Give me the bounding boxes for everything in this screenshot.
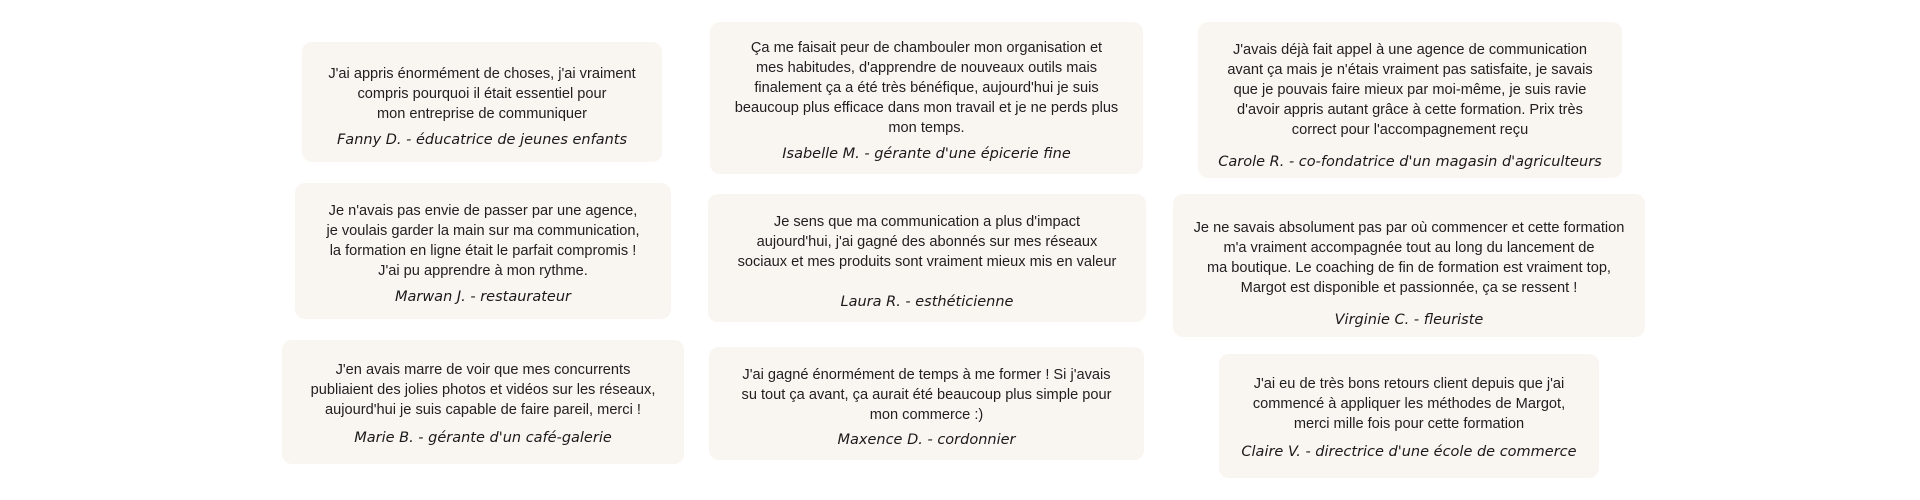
testimonial-quote: Je n'avais pas envie de passer par une agence, je voulais garder la main sur ma communication, la formation en ligne était le parfait compromis ! J'ai pu apprendre à mon rythme.: [326, 203, 640, 279]
testimonial-card: [710, 22, 1143, 174]
testimonial-author: Virginie C. - fleuriste: [1334, 312, 1484, 328]
testimonial-card: [302, 42, 662, 162]
testimonial-card: [295, 183, 671, 319]
testimonial-author: Maxence D. - cordonnier: [837, 432, 1016, 448]
testimonial-quote: J'ai gagné énormément de temps à me former ! Si j'avais su tout ça avant, ça aurait été beaucoup plus simple pour mon commerce :): [741, 367, 1112, 423]
testimonial-quote: J'avais déjà fait appel à une agence de communication avant ça mais je n'étais vraiment pas satisfaite, je savais que je pouvais faire mieux par moi-même, je suis ravie d'avoir appris autant grâce à cette formation. Prix très correct pour l'accompagnement reçu: [1227, 42, 1593, 138]
testimonial-quote: Je ne savais absolument pas par où commencer et cette formation m'a vraiment accompagnée tout au long du lancement de ma boutique. Le coaching de fin de formation est vraiment top, Margot est disponible et passionnée, ça se ressent !: [1193, 220, 1625, 296]
testimonial-quote: J'ai eu de très bons retours client depuis que j'ai commencé à appliquer les méthodes de Margot, merci mille fois pour cette formation: [1252, 376, 1566, 432]
testimonial-quote: J'ai appris énormément de choses, j'ai vraiment compris pourquoi il était essentiel pour mon entreprise de communiquer: [328, 66, 636, 122]
testimonial-card: [282, 340, 684, 464]
testimonial-quote: J'en avais marre de voir que mes concurrents publiaient des jolies photos et vidéos sur les réseaux, aujourd'hui je suis capable de faire pareil, merci !: [310, 362, 656, 418]
testimonial-author: Fanny D. - éducatrice de jeunes enfants: [336, 132, 628, 148]
testimonial-author: Marwan J. - restaurateur: [394, 289, 572, 305]
testimonial-quote: Je sens que ma communication a plus d'impact aujourd'hui, j'ai gagné des abonnés sur mes réseaux sociaux et mes produits sont vraiment mieux mis en valeur: [737, 214, 1117, 270]
testimonial-author: Claire V. - directrice d'une école de commerce: [1241, 444, 1577, 460]
testimonial-quote: Ça me faisait peur de chambouler mon organisation et mes habitudes, d'apprendre de nouveaux outils mais finalement ça a été très bénéfique, aujourd'hui je suis beaucoup plus efficace dans mon travail et je ne perds plus mon temps.: [734, 40, 1119, 136]
testimonial-card: [1198, 22, 1622, 178]
testimonial-author: Isabelle M. - gérante d'une épicerie fine: [782, 146, 1071, 162]
testimonial-author: Marie B. - gérante d'un café-galerie: [354, 430, 612, 446]
testimonial-card: [709, 347, 1144, 460]
testimonial-author: Laura R. - esthéticienne: [840, 294, 1014, 310]
testimonial-card: [708, 194, 1146, 322]
testimonial-card: [1173, 194, 1645, 337]
testimonial-card: [1219, 354, 1599, 478]
testimonial-author: Carole R. - co-fondatrice d'un magasin d'agriculteurs: [1218, 154, 1602, 170]
